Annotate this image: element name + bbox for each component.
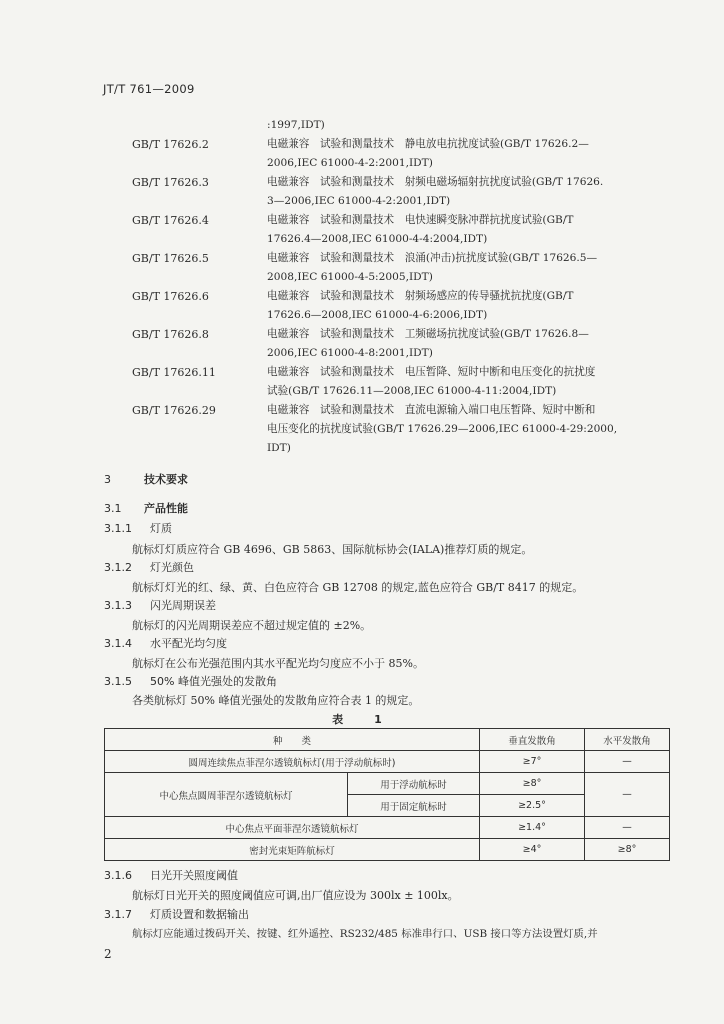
reference-line: 电磁兼容 试验和测量技术 电压暂降、短时中断和电压变化的抗扰度: [267, 366, 596, 378]
table-caption: 表 1: [332, 713, 392, 726]
clause-text: 航标灯的闪光周期误差应不超过规定值的 ±2%。: [132, 619, 372, 632]
cell-vertical: ≥7°: [480, 751, 585, 773]
clause-title: 50% 峰值光强处的发散角: [150, 675, 277, 688]
normative-references: [132, 116, 672, 458]
table-row: [105, 839, 670, 861]
reference-line: 17626.6—2008,IEC 61000-4-6:2006,IDT): [267, 309, 488, 321]
clause-number: 3.1.3: [104, 599, 132, 612]
reference-item: [132, 401, 672, 458]
cell-horizontal: ≥8°: [585, 839, 670, 861]
reference-title: [267, 135, 667, 173]
header-kind: 种 类: [105, 729, 480, 751]
reference-title: [267, 363, 667, 401]
reference-line: 电磁兼容 试验和测量技术 静电放电抗扰度试验(GB/T 17626.2—: [267, 138, 589, 150]
clause-heading: [104, 520, 172, 536]
reference-title: [267, 325, 667, 363]
clause-title: 灯质设置和数据输出: [150, 908, 249, 921]
clause-number: 3.1.4: [104, 637, 132, 650]
clause-text: 航标灯在公布光强范围内其水平配光均匀度应不小于 85%。: [132, 657, 424, 670]
reference-item: [132, 363, 672, 401]
clause-title: 水平配光均匀度: [150, 637, 227, 650]
reference-line: 2006,IEC 61000-4-8:2001,IDT): [267, 347, 433, 359]
table-row: [105, 817, 670, 839]
reference-line: 电磁兼容 试验和测量技术 电快速瞬变脉冲群抗扰度试验(GB/T: [267, 214, 574, 226]
divergence-angle-table: [104, 728, 670, 861]
reference-code: GB/T 17626.2: [132, 138, 209, 151]
reference-code: GB/T 17626.3: [132, 176, 209, 189]
reference-line: 2008,IEC 61000-4-5:2005,IDT): [267, 271, 433, 283]
page-number: 2: [104, 947, 112, 961]
clause-text: 航标灯日光开关的照度阈值应可调,出厂值应设为 300lx ± 100lx。: [132, 889, 459, 902]
clause-number: 3.1.6: [104, 869, 132, 882]
cell-kind: 密封光束矩阵航标灯: [105, 839, 480, 861]
header-horizontal-angle: 水平发散角: [585, 729, 670, 751]
reference-code: GB/T 17626.8: [132, 328, 209, 341]
reference-item: [132, 249, 672, 287]
subsection-heading: [104, 500, 188, 516]
section-number: 3: [104, 473, 111, 486]
cell-kind: 圆周连续焦点菲涅尔透镜航标灯(用于浮动航标时): [105, 751, 480, 773]
reference-item: [132, 135, 672, 173]
reference-title: [267, 211, 667, 249]
clause-heading: [104, 867, 238, 883]
doc-code-header: JT/T 761—2009: [103, 82, 195, 96]
cell-vertical: ≥8°: [480, 773, 585, 795]
reference-line: IDT): [267, 442, 291, 454]
reference-line: 电磁兼容 试验和测量技术 射频电磁场辐射抗扰度试验(GB/T 17626.: [267, 176, 604, 188]
reference-code: GB/T 17626.6: [132, 290, 209, 303]
section-heading: [104, 471, 188, 487]
reference-title: [267, 249, 667, 287]
reference-line: 电压变化的抗扰度试验(GB/T 17626.29—2006,IEC 61000-4-29:2000,: [267, 423, 618, 435]
reference-line: 17626.4—2008,IEC 61000-4-4:2004,IDT): [267, 233, 488, 245]
header-vertical-angle: 垂直发散角: [480, 729, 585, 751]
reference-item: [132, 173, 672, 211]
clause-heading: [104, 597, 216, 613]
cell-kind: 中心焦点圆周菲涅尔透镜航标灯: [105, 773, 348, 817]
reference-item: [132, 325, 672, 363]
clause-text: 航标灯灯质应符合 GB 4696、GB 5863、国际航标协会(IALA)推荐灯质的规定。: [132, 543, 533, 556]
cell-horizontal: —: [585, 751, 670, 773]
cell-vertical: ≥2.5°: [480, 795, 585, 817]
clause-heading: [104, 673, 277, 689]
cell-kind: 中心焦点平面菲涅尔透镜航标灯: [105, 817, 480, 839]
clause-number: 3.1.7: [104, 908, 132, 921]
table-row: [105, 751, 670, 773]
clause-text: 航标灯灯光的红、绿、黄、白色应符合 GB 12708 的规定,蓝色应符合 GB/T 8417 的规定。: [132, 581, 584, 594]
clause-heading: [104, 559, 194, 575]
reference-code: GB/T 17626.5: [132, 252, 209, 265]
clause-title: 日光开关照度阈值: [150, 869, 238, 882]
clause-title: 灯光颜色: [150, 561, 194, 574]
cell-horizontal: —: [585, 773, 670, 817]
reference-line: 电磁兼容 试验和测量技术 射频场感应的传导骚扰抗扰度(GB/T: [267, 290, 574, 302]
reference-title: [267, 401, 667, 458]
clause-text: 各类航标灯 50% 峰值光强处的发散角应符合表 1 的规定。: [132, 694, 420, 707]
clause-heading: [104, 906, 249, 922]
reference-line: 电磁兼容 试验和测量技术 直流电源输入端口电压暂降、短时中断和: [267, 404, 596, 416]
cell-subkind: 用于固定航标时: [348, 795, 480, 817]
reference-title: [267, 287, 667, 325]
cell-subkind: 用于浮动航标时: [348, 773, 480, 795]
reference-code: GB/T 17626.29: [132, 404, 216, 417]
clause-number: 3.1.1: [104, 522, 132, 535]
reference-item: [132, 287, 672, 325]
reference-line: 电磁兼容 试验和测量技术 工频磁场抗扰度试验(GB/T 17626.8—: [267, 328, 589, 340]
cell-vertical: ≥4°: [480, 839, 585, 861]
table-row: [105, 773, 670, 795]
clause-title: 闪光周期误差: [150, 599, 216, 612]
reference-item: [132, 211, 672, 249]
clause-heading: [104, 635, 227, 651]
clause-number: 3.1.2: [104, 561, 132, 574]
reference-title: [267, 173, 667, 211]
reference-code: GB/T 17626.11: [132, 366, 216, 379]
cell-vertical: ≥1.4°: [480, 817, 585, 839]
reference-line: 电磁兼容 试验和测量技术 浪涌(冲击)抗扰度试验(GB/T 17626.5—: [267, 252, 598, 264]
reference-continuation: :1997,IDT): [267, 119, 325, 131]
reference-code: GB/T 17626.4: [132, 214, 209, 227]
clause-text: 航标灯应能通过拨码开关、按键、红外遥控、RS232/485 标准串行口、USB 接口等方法设置灯质,并: [132, 928, 598, 940]
reference-line: 试验(GB/T 17626.11—2008,IEC 61000-4-11:2004,IDT): [267, 385, 557, 397]
table-header-row: [105, 729, 670, 751]
cell-horizontal: —: [585, 817, 670, 839]
clause-number: 3.1.5: [104, 675, 132, 688]
section-title: 技术要求: [144, 473, 188, 486]
section-title: 产品性能: [144, 502, 188, 515]
reference-line: 3—2006,IEC 61000-4-2:2001,IDT): [267, 195, 451, 207]
section-number: 3.1: [104, 502, 122, 515]
reference-line: 2006,IEC 61000-4-2:2001,IDT): [267, 157, 433, 169]
clause-title: 灯质: [150, 522, 172, 535]
